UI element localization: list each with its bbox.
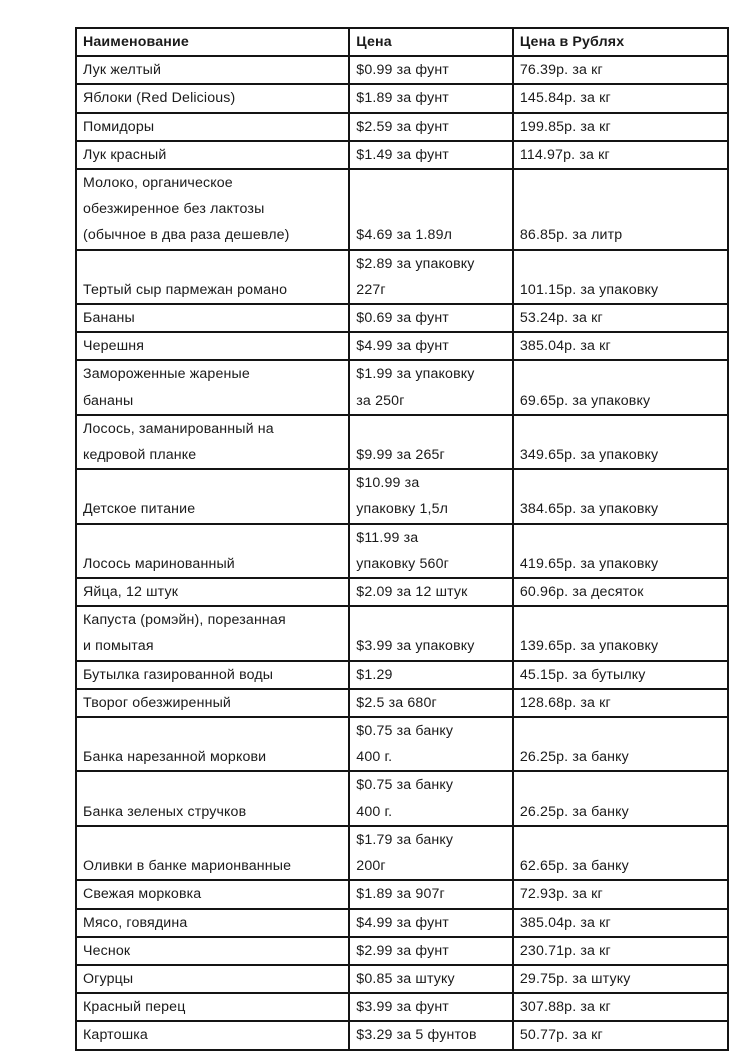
cell-price-rub [513, 332, 728, 360]
table-row [76, 469, 728, 523]
cell-name [76, 250, 349, 304]
cell-price-rub [513, 880, 728, 908]
cell-price [349, 937, 513, 965]
header-price: Цена [349, 28, 513, 56]
table-row [76, 360, 728, 414]
cell-name-line: бананы [83, 392, 134, 409]
table-row [76, 304, 728, 332]
cell-price-line: $1.89 за фунт [356, 90, 449, 107]
cell-price-line: $2.59 за фунт [356, 118, 449, 135]
table-row [76, 578, 728, 606]
cell-price-rub-text: 69.65р. за упаковку [519, 392, 651, 409]
cell-name [76, 84, 349, 112]
cell-price-rub-text: 385.04р. за кг [519, 338, 611, 355]
cell-price-line: $2.09 за 12 штук [356, 584, 468, 601]
table-body [76, 56, 728, 1049]
cell-name-line: Яйца, 12 штук [83, 584, 179, 601]
cell-price-rub [513, 578, 728, 606]
cell-price-rub-text: 50.77р. за кг [519, 1027, 603, 1044]
cell-price-line: 400 г. [356, 803, 393, 820]
cell-name [76, 880, 349, 908]
cell-price [349, 332, 513, 360]
table-row [76, 415, 728, 469]
cell-price-rub [513, 909, 728, 937]
cell-price-rub [513, 993, 728, 1021]
table-row [76, 56, 728, 84]
cell-price-line: $1.29 [356, 666, 393, 683]
cell-price-line: $11.99 за [356, 529, 419, 546]
cell-name-line: Бутылка газированной воды [83, 666, 274, 683]
cell-price [349, 415, 513, 469]
cell-name [76, 689, 349, 717]
cell-price-line: за 250г [356, 392, 405, 409]
cell-price-rub [513, 469, 728, 523]
cell-price-rub [513, 250, 728, 304]
cell-price-rub [513, 965, 728, 993]
cell-price-rub [513, 84, 728, 112]
cell-price [349, 771, 513, 825]
cell-price-rub-text: 384.65р. за упаковку [519, 501, 659, 518]
cell-price [349, 689, 513, 717]
cell-price [349, 304, 513, 332]
cell-price-rub-text: 86.85р. за литр [519, 227, 623, 244]
cell-name [76, 1021, 349, 1049]
cell-name-line: Лук желтый [83, 62, 162, 79]
cell-price-rub-text: 419.65р. за упаковку [519, 555, 659, 572]
cell-name-line: Замороженные жареные [83, 366, 250, 383]
cell-price-rub [513, 415, 728, 469]
cell-price-line: $4.69 за 1.89л [356, 227, 453, 244]
cell-name [76, 578, 349, 606]
cell-price-rub-text: 145.84р. за кг [519, 90, 611, 107]
cell-name-line: обезжиренное без лактозы [83, 201, 265, 218]
cell-name-line: Тертый сыр пармежан романо [83, 281, 288, 298]
cell-price [349, 1021, 513, 1049]
cell-price [349, 880, 513, 908]
cell-name-line: Красный перец [83, 999, 186, 1016]
cell-price-rub [513, 689, 728, 717]
cell-price-line: 200г [356, 858, 386, 875]
table-row [76, 250, 728, 304]
cell-price-rub-text: 101.15р. за упаковку [519, 281, 659, 298]
cell-name [76, 717, 349, 771]
table-row [76, 909, 728, 937]
table-row [76, 332, 728, 360]
cell-name-line: и помытая [83, 638, 154, 655]
cell-price-rub-text: 29.75р. за штуку [519, 970, 631, 987]
cell-name [76, 113, 349, 141]
cell-name-line: Чеснок [83, 942, 131, 959]
table-row [76, 113, 728, 141]
cell-price-line: $4.99 за фунт [356, 338, 449, 355]
cell-name [76, 141, 349, 169]
cell-price-rub [513, 113, 728, 141]
cell-name-line: Картошка [83, 1027, 148, 1044]
cell-name-line: Детское питание [83, 501, 196, 518]
cell-price-rub [513, 606, 728, 660]
cell-name-line: Лук красный [83, 146, 167, 163]
cell-name [76, 909, 349, 937]
cell-price [349, 606, 513, 660]
cell-price-line: упаковку 560г [356, 555, 449, 572]
table-row [76, 84, 728, 112]
cell-price-rub [513, 304, 728, 332]
cell-price-rub-text: 62.65р. за банку [519, 858, 629, 875]
cell-price [349, 84, 513, 112]
cell-name-line: Бананы [83, 310, 135, 327]
cell-price-rub-text: 307.88р. за кг [519, 999, 611, 1016]
cell-price-rub-text: 230.71р. за кг [519, 942, 611, 959]
cell-price-line: $0.85 за штуку [356, 970, 455, 987]
cell-price-line: 400 г. [356, 749, 393, 766]
cell-name-line: Банка зеленых стручков [83, 803, 247, 820]
table-row [76, 689, 728, 717]
cell-price-line: $1.99 за упаковку [356, 366, 475, 383]
cell-price-line: упаковку 1,5л [356, 501, 449, 518]
cell-price-rub-text: 26.25р. за банку [519, 749, 629, 766]
cell-price-rub-text: 76.39р. за кг [519, 62, 603, 79]
cell-name [76, 937, 349, 965]
cell-price-rub-text: 45.15р. за бутылку [519, 666, 646, 683]
cell-price [349, 113, 513, 141]
cell-name [76, 606, 349, 660]
table-row [76, 965, 728, 993]
cell-name [76, 965, 349, 993]
cell-price-rub-text: 60.96р. за десяток [519, 584, 644, 601]
table-header-row [76, 28, 728, 56]
cell-name-line: Молоко, органическое [83, 175, 233, 192]
cell-name-line: Капуста (ромэйн), порезанная [83, 612, 286, 629]
cell-name-line: Свежая морковка [83, 886, 202, 903]
cell-name-line: кедровой планке [83, 447, 197, 464]
cell-price [349, 993, 513, 1021]
cell-price-line: $3.29 за 5 фунтов [356, 1027, 477, 1044]
cell-price-line: $1.49 за фунт [356, 146, 449, 163]
cell-price-rub [513, 661, 728, 689]
cell-price-line: $3.99 за упаковку [356, 638, 475, 655]
header-name: Наименование [76, 28, 349, 56]
table-row [76, 880, 728, 908]
cell-name [76, 993, 349, 1021]
cell-price-line: $10.99 за [356, 475, 420, 492]
cell-price [349, 524, 513, 578]
cell-price [349, 578, 513, 606]
cell-price-rub-text: 349.65р. за упаковку [519, 447, 659, 464]
cell-price [349, 360, 513, 414]
cell-name [76, 661, 349, 689]
cell-price-line: $9.99 за 265г [356, 447, 445, 464]
cell-name-line: (обычное в два раза дешевле) [83, 227, 290, 244]
cell-price-rub [513, 826, 728, 880]
cell-price [349, 169, 513, 250]
cell-name-line: Мясо, говядина [83, 914, 188, 931]
cell-name [76, 332, 349, 360]
cell-name [76, 56, 349, 84]
table-row [76, 937, 728, 965]
table-row [76, 1021, 728, 1049]
cell-price-rub-text: 72.93р. за кг [519, 886, 603, 903]
cell-price [349, 965, 513, 993]
cell-price-line: $1.89 за 907г [356, 886, 445, 903]
cell-price [349, 909, 513, 937]
cell-name-line: Помидоры [83, 118, 155, 135]
cell-price-rub [513, 169, 728, 250]
cell-price-line: $3.99 за фунт [356, 999, 449, 1016]
cell-price-rub [513, 141, 728, 169]
table-row [76, 717, 728, 771]
cell-price-rub [513, 56, 728, 84]
cell-price [349, 717, 513, 771]
cell-name [76, 415, 349, 469]
cell-name-line: Лосось, заманированный на [83, 420, 274, 437]
cell-name [76, 524, 349, 578]
cell-price-rub [513, 717, 728, 771]
cell-price-line: $2.99 за фунт [356, 942, 449, 959]
cell-price-rub [513, 360, 728, 414]
cell-price [349, 826, 513, 880]
cell-name-line: Оливки в банке марионванные [83, 858, 292, 875]
cell-price-rub-text: 53.24р. за кг [519, 310, 603, 327]
cell-price [349, 469, 513, 523]
cell-price-line: $1.79 за банку [356, 831, 454, 848]
cell-name-line: Банка нарезанной моркови [83, 749, 267, 766]
cell-price [349, 56, 513, 84]
cell-price-line: $0.75 за банку [356, 723, 454, 740]
cell-name [76, 469, 349, 523]
price-table [75, 27, 729, 1051]
cell-price-rub-text: 26.25р. за банку [519, 803, 629, 820]
cell-price-rub [513, 1021, 728, 1049]
cell-price-line: $0.99 за фунт [356, 62, 449, 79]
cell-name [76, 360, 349, 414]
table-row [76, 993, 728, 1021]
cell-name [76, 771, 349, 825]
cell-price-rub [513, 937, 728, 965]
table-row [76, 141, 728, 169]
cell-price-rub-text: 199.85р. за кг [519, 118, 611, 135]
cell-price-line: 227г [356, 281, 386, 298]
cell-name [76, 169, 349, 250]
cell-name-line: Огурцы [83, 970, 134, 987]
cell-price [349, 250, 513, 304]
cell-price [349, 661, 513, 689]
cell-name [76, 304, 349, 332]
cell-price [349, 141, 513, 169]
cell-name-line: Лосось маринованный [83, 555, 235, 572]
table-row [76, 524, 728, 578]
cell-price-rub-text: 128.68р. за кг [519, 694, 611, 711]
table-row [76, 606, 728, 660]
cell-price-rub-text: 385.04р. за кг [519, 914, 611, 931]
cell-name-line: Творог обезжиренный [83, 694, 231, 711]
table-row [76, 771, 728, 825]
cell-price-rub-text: 139.65р. за упаковку [519, 638, 659, 655]
cell-price-rub [513, 524, 728, 578]
cell-price-line: $0.69 за фунт [356, 310, 449, 327]
cell-name-line: Черешня [83, 338, 145, 355]
cell-name [76, 826, 349, 880]
header-price-rub: Цена в Рублях [513, 28, 728, 56]
table-row [76, 826, 728, 880]
cell-price-line: $2.5 за 680г [356, 694, 437, 711]
cell-name-line: Яблоки (Red Delicious) [83, 90, 236, 107]
cell-price-line: $0.75 за банку [356, 777, 454, 794]
cell-price-rub-text: 114.97р. за кг [519, 146, 610, 163]
cell-price-line: $2.89 за упаковку [356, 255, 475, 272]
cell-price-line: $4.99 за фунт [356, 914, 449, 931]
table-row [76, 169, 728, 250]
table-row [76, 661, 728, 689]
cell-price-rub [513, 771, 728, 825]
